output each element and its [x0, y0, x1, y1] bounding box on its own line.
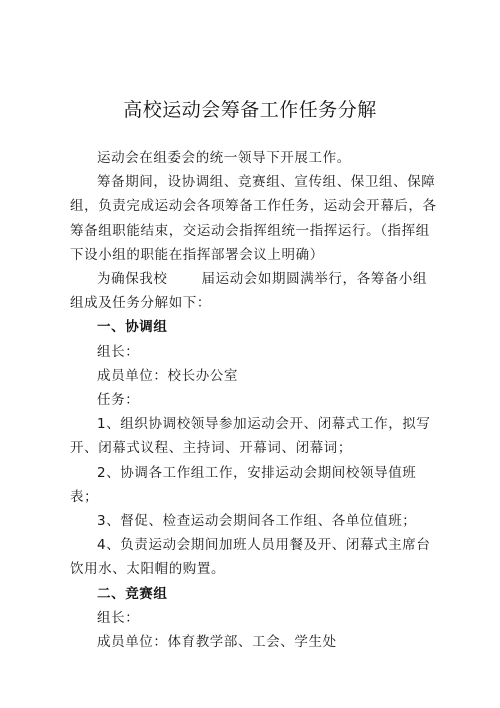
coordination-leader: 组长： — [97, 343, 140, 360]
coordination-task-1: 1、组织协调校领导参加运动会开、闭幕式工作，拟写开、闭幕式议程、主持词、开幕词、闭幕词； — [70, 416, 431, 457]
coordination-task-2: 2、协调各工作组工作，安排运动会期间校领导值班表； — [70, 464, 417, 505]
competition-leader: 组长： — [97, 609, 140, 626]
coordination-members: 成员单位：校长办公室 — [97, 367, 238, 384]
paragraph-purpose — [70, 267, 440, 315]
paragraph-preparation: 筹备期间，设协调组、竞赛组、宣传组、保卫组、保障组，负责完成运动会各项筹备工作任务，运动会开幕后，各筹备组职能结束，交运动会指挥组统一指挥运行。（指挥组下设小组的职能在指挥部署会议上明确） — [70, 174, 437, 263]
coordination-task-3: 3、督促、检查运动会期间各工作组、各单位值班； — [97, 513, 417, 530]
purpose-part2: 届运动会如期圆满举行，各筹备小组组成及任务分解如下： — [70, 271, 428, 312]
section-heading-coordination: 一、协调组 — [97, 319, 168, 336]
coordination-task-4: 4、负责运动会期间加班人员用餐及开、闭幕式主席台饮用水、太阳帽的购置。 — [70, 537, 431, 578]
document-title: 高校运动会筹备工作任务分解 — [123, 99, 377, 121]
section-heading-competition: 二、竞赛组 — [97, 585, 168, 602]
purpose-part1: 为确保我校 — [97, 271, 168, 288]
coordination-tasks-label: 任务： — [97, 392, 140, 409]
paragraph-leadership: 运动会在组委会的统一领导下开展工作。 — [97, 150, 351, 166]
document-body — [70, 146, 440, 654]
competition-members: 成员单位：体育教学部、工会、学生处 — [97, 634, 337, 651]
